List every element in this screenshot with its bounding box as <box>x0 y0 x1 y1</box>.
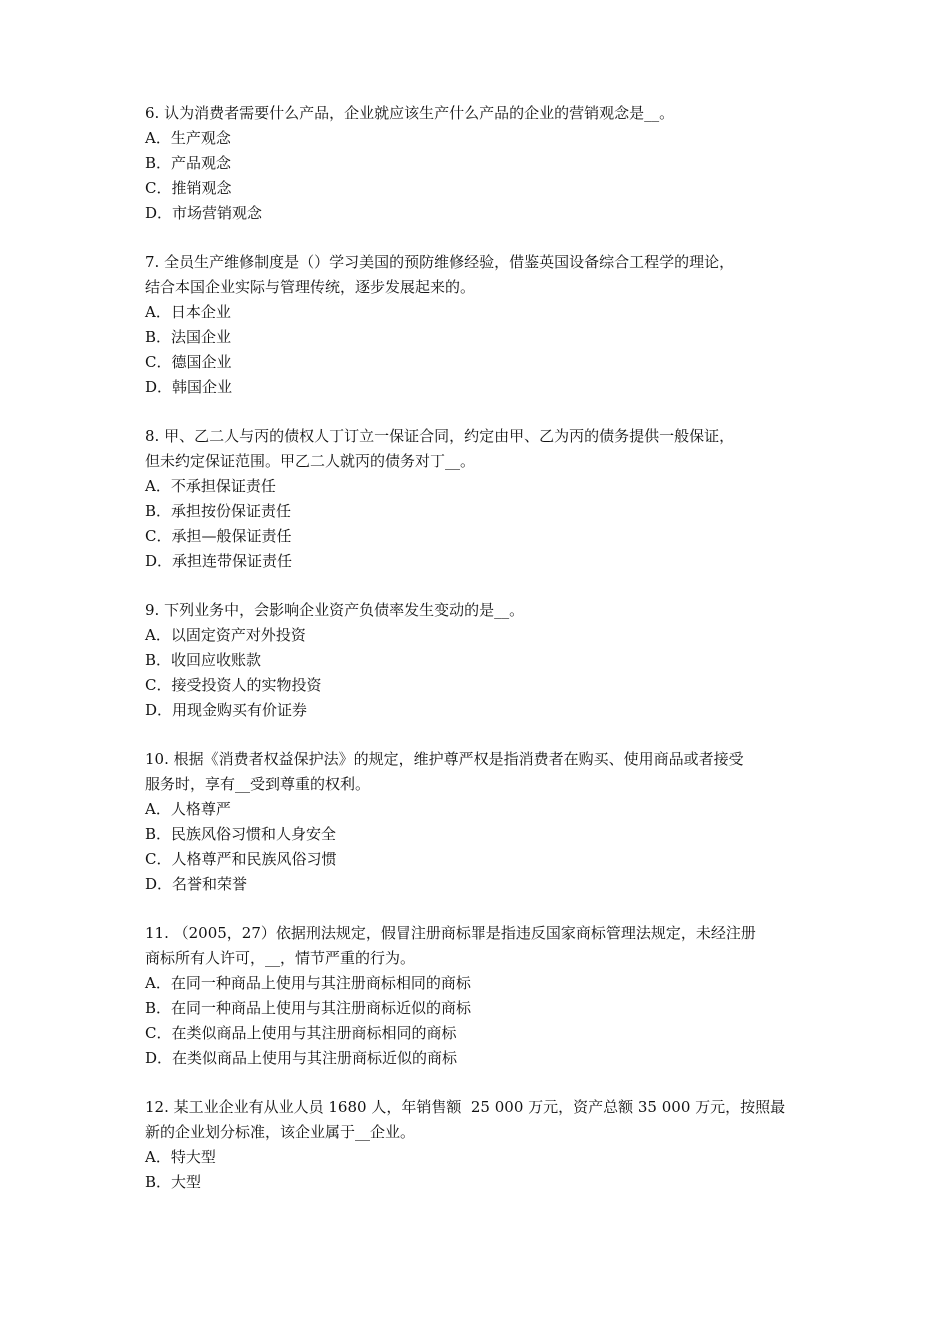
question-text: 12. 某工业企业有从业人员 1680 人，年销售额 25 000 万元，资产总额 35 000 万元，按照最 新的企业划分标准，该企业属于__企业。 <box>145 1098 786 1141</box>
option-b: B．大型 <box>145 1173 202 1191</box>
question-8 <box>145 424 825 574</box>
option-a: A．在同一种商品上使用与其注册商标相同的商标 <box>145 974 471 992</box>
option-d: D．名誉和荣誉 <box>145 875 248 893</box>
question-text: 11. （2005，27）依据刑法规定，假冒注册商标罪是指违反国家商标管理法规定，未经注册 商标所有人许可，__，情节严重的行为。 <box>145 924 756 967</box>
option-a: A．生产观念 <box>145 129 231 147</box>
option-c: C．接受投资人的实物投资 <box>145 676 322 694</box>
option-d: D．在类似商品上使用与其注册商标近似的商标 <box>145 1049 458 1067</box>
option-a: A．特大型 <box>145 1148 216 1166</box>
question-7 <box>145 250 825 400</box>
document-page <box>145 101 825 1219</box>
question-12 <box>145 1095 825 1195</box>
option-b: B．在同一种商品上使用与其注册商标近似的商标 <box>145 999 472 1017</box>
option-c: C．推销观念 <box>145 179 232 197</box>
option-d: D．韩国企业 <box>145 378 233 396</box>
option-c: C．人格尊严和民族风俗习惯 <box>145 850 337 868</box>
option-b: B．收回应收账款 <box>145 651 262 669</box>
question-10 <box>145 747 825 897</box>
option-b: B．承担按份保证责任 <box>145 502 292 520</box>
question-text: 6. 认为消费者需要什么产品，企业就应该生产什么产品的企业的营销观念是__。 <box>145 104 675 122</box>
question-11 <box>145 921 825 1071</box>
option-a: A．不承担保证责任 <box>145 477 276 495</box>
option-c: C．德国企业 <box>145 353 232 371</box>
option-c: C．在类似商品上使用与其注册商标相同的商标 <box>145 1024 457 1042</box>
question-6 <box>145 101 825 226</box>
option-a: A．以固定资产对外投资 <box>145 626 306 644</box>
option-b: B．民族风俗习惯和人身安全 <box>145 825 337 843</box>
option-c: C．承担—般保证责任 <box>145 527 292 545</box>
option-d: D．用现金购买有价证券 <box>145 701 308 719</box>
question-9 <box>145 598 825 723</box>
question-text: 7. 全员生产维修制度是（）学习美国的预防维修经验，借鉴英国设备综合工程学的理论， 结合本国企业实际与管理传统，逐步发展起来的。 <box>145 253 735 296</box>
question-text: 8. 甲、乙二人与丙的债权人丁订立一保证合同，约定由甲、乙为丙的债务提供一般保证， 但未约定保证范围。甲乙二人就丙的债务对丁__。 <box>145 427 735 470</box>
option-d: D．市场营销观念 <box>145 204 263 222</box>
option-a: A．人格尊严 <box>145 800 231 818</box>
question-text: 10. 根据《消费者权益保护法》的规定，维护尊严权是指消费者在购买、使用商品或者接受 服务时，享有__受到尊重的权利。 <box>145 750 744 793</box>
question-text: 9. 下列业务中，会影响企业资产负债率发生变动的是__。 <box>145 601 525 619</box>
option-b: B．产品观念 <box>145 154 232 172</box>
option-d: D．承担连带保证责任 <box>145 552 293 570</box>
option-b: B．法国企业 <box>145 328 232 346</box>
option-a: A．日本企业 <box>145 303 231 321</box>
